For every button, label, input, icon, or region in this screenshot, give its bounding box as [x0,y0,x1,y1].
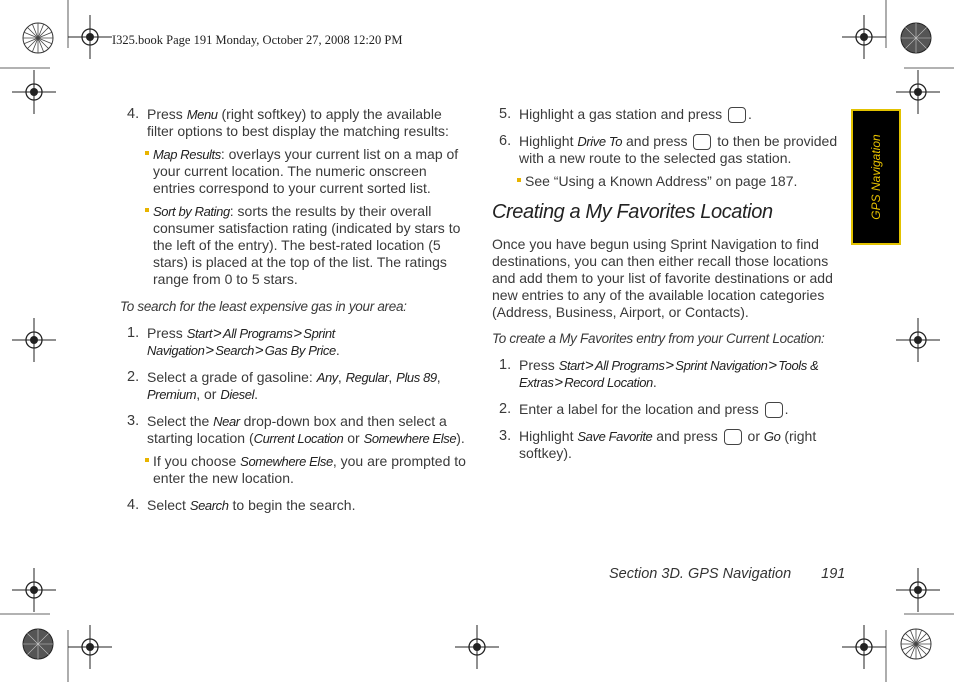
section-tab-label: GPS Navigation [869,134,883,220]
step-6-drive-to [492,133,842,167]
step-text: Highlight [519,428,578,444]
option-diesel: Diesel [220,387,255,402]
footer-section: Section 3D. GPS Navigation [609,566,792,582]
print-header: I325.book Page 191 Monday, October 27, 2008 12:20 PM [112,33,403,47]
bullet-known-address [492,173,842,190]
step-5-highlight-station [492,106,842,123]
page-footer [609,566,845,582]
favorites-step-2 [492,401,842,418]
bullet-term: Map Results [153,147,221,162]
option-premium: Premium [147,387,197,402]
arrow-separator: > [205,342,215,359]
step-end: . [335,342,340,358]
bullet-marker [145,458,149,462]
step-number: 2. [499,401,512,417]
search-step-4 [120,497,472,514]
menu-path-start: Start [186,326,213,341]
bullet-text: If you choose [153,453,241,469]
bullet-text: See “Using a Known Address” on page 187. [525,173,798,189]
bullet-marker [517,178,521,182]
menu-path-search: Search [215,343,254,358]
page-number: 191 [821,566,846,582]
somewhere-else-term: Somewhere Else [363,431,457,446]
arrow-separator: > [213,325,222,342]
arrow-separator: > [255,342,264,359]
step-text: Select the [147,413,214,429]
instruction-heading: To create a My Favorites entry from your Current Location: [492,331,825,346]
step-number: 2. [127,369,140,385]
step-text: drop-down box and then select a starting location ( [147,413,447,446]
step-text: Highlight a gas station and press [519,106,727,122]
step-text: (right softkey) to apply the available filter options to best display the matching results: [147,106,449,139]
step-end: ). [456,430,465,446]
arrow-separator: > [293,325,303,342]
arrow-separator: > [554,374,564,391]
menu-path-sprint-navigation: Sprint Navigation [675,358,768,373]
arrow-separator: > [768,357,778,374]
step-text: Press [519,357,559,373]
left-column [120,106,472,524]
search-step-2: 2. Select a grade of gasoline: Any, Regular, Plus 89, Premium, or Diesel. [127,369,441,402]
menu-path-all-programs: All Programs [594,358,665,373]
step-text: Press [147,106,187,122]
bullet-term: Sort by Rating [153,204,230,219]
menu-path-start: Start [558,358,585,373]
current-location-term: Current Location [253,431,344,446]
step-text: (right softkey). [519,428,817,461]
instruction-heading: To search for the least expensive gas in your area: [120,299,407,314]
menu-path-all-programs: All Programs [222,326,293,341]
step-4-filter [120,106,472,140]
step-text: Enter a label for the location and press [519,401,763,417]
right-column [492,106,842,472]
drive-to-term: Drive To [577,134,623,149]
step-text: Highlight [519,133,578,149]
step-end: . [652,374,657,390]
search-term: Search [189,498,229,513]
step-text: to then be provided with a new route to the selected gas station. [519,133,838,166]
step-end: . [784,401,789,417]
step-text: to begin the search. [228,497,356,513]
step-text: and press [622,133,692,149]
bullet-somewhere-else [120,453,472,487]
step-number: 3. [127,413,140,429]
bullet-text: : sorts the results by their overall consumer satisfaction rating (indicated by stars to the left of the entry). The best-rated location (5 stars) is placed at the top of the list. The ratings range from 0 to 5 stars. [153,203,461,287]
arrow-separator: > [585,357,594,374]
step-number: 6. [499,133,512,149]
menu-path-record-location: Record Location [564,375,653,390]
step-text: Select [147,497,190,513]
step-text: , or [196,386,221,402]
step-number: 4. [127,497,140,513]
section-tab [851,109,901,245]
enter-key-icon [724,429,742,445]
bullet-term: Somewhere Else [240,454,333,469]
bullet-text: , you are prompted to enter the new location. [153,453,466,486]
bullet-map-results [120,146,472,197]
enter-key-icon [728,107,746,123]
bullet-text: : overlays your current list on a map of your current location. The numeric onscreen entries correspond to your current sorted list. [153,146,459,196]
favorites-step-3 [492,428,842,462]
save-favorite-term: Save Favorite [577,429,653,444]
step-text: or [343,430,364,446]
step-number: 1. [127,325,140,341]
menu-path-sprint-navigation: Sprint Navigation [147,326,335,358]
step-number: 3. [499,428,512,444]
step-end: . [748,106,752,122]
search-step-3 [120,413,472,447]
enter-key-icon [765,402,783,418]
step-text: or [743,428,764,444]
enter-key-icon [693,134,711,150]
step-text: and press [652,428,722,444]
menu-path-tools-extras: Tools & Extras [519,358,819,390]
bullet-sort-by-rating [120,203,472,288]
go-softkey-term: Go [763,429,781,444]
step-number: 4. [127,106,140,122]
step-text: Select a grade of gasoline: [147,369,317,385]
menu-path-gas-by-price: Gas By Price [264,343,336,358]
option-regular: Regular [345,370,389,385]
favorites-step-1 [492,357,842,391]
menu-softkey-term: Menu [186,107,218,122]
bullet-marker [145,208,149,212]
step-end: . [254,386,258,402]
option-any: Any [316,370,338,385]
step-number: 1. [499,357,512,373]
step-number: 5. [499,106,512,122]
arrow-separator: > [665,357,675,374]
bullet-marker [145,151,149,155]
option-plus-89: Plus 89 [396,370,437,385]
search-step-1 [120,325,472,359]
section-heading: Creating a My Favorites Location [492,201,773,223]
intro-paragraph: Once you have begun using Sprint Navigation to find destinations, you can then either recall those locations and add them to your list of favorite destinations or add new entries to any of the available location categories (Address, Business, Airport, or Contacts). [492,236,833,320]
step-text: Press [147,325,187,341]
near-term: Near [213,414,240,429]
